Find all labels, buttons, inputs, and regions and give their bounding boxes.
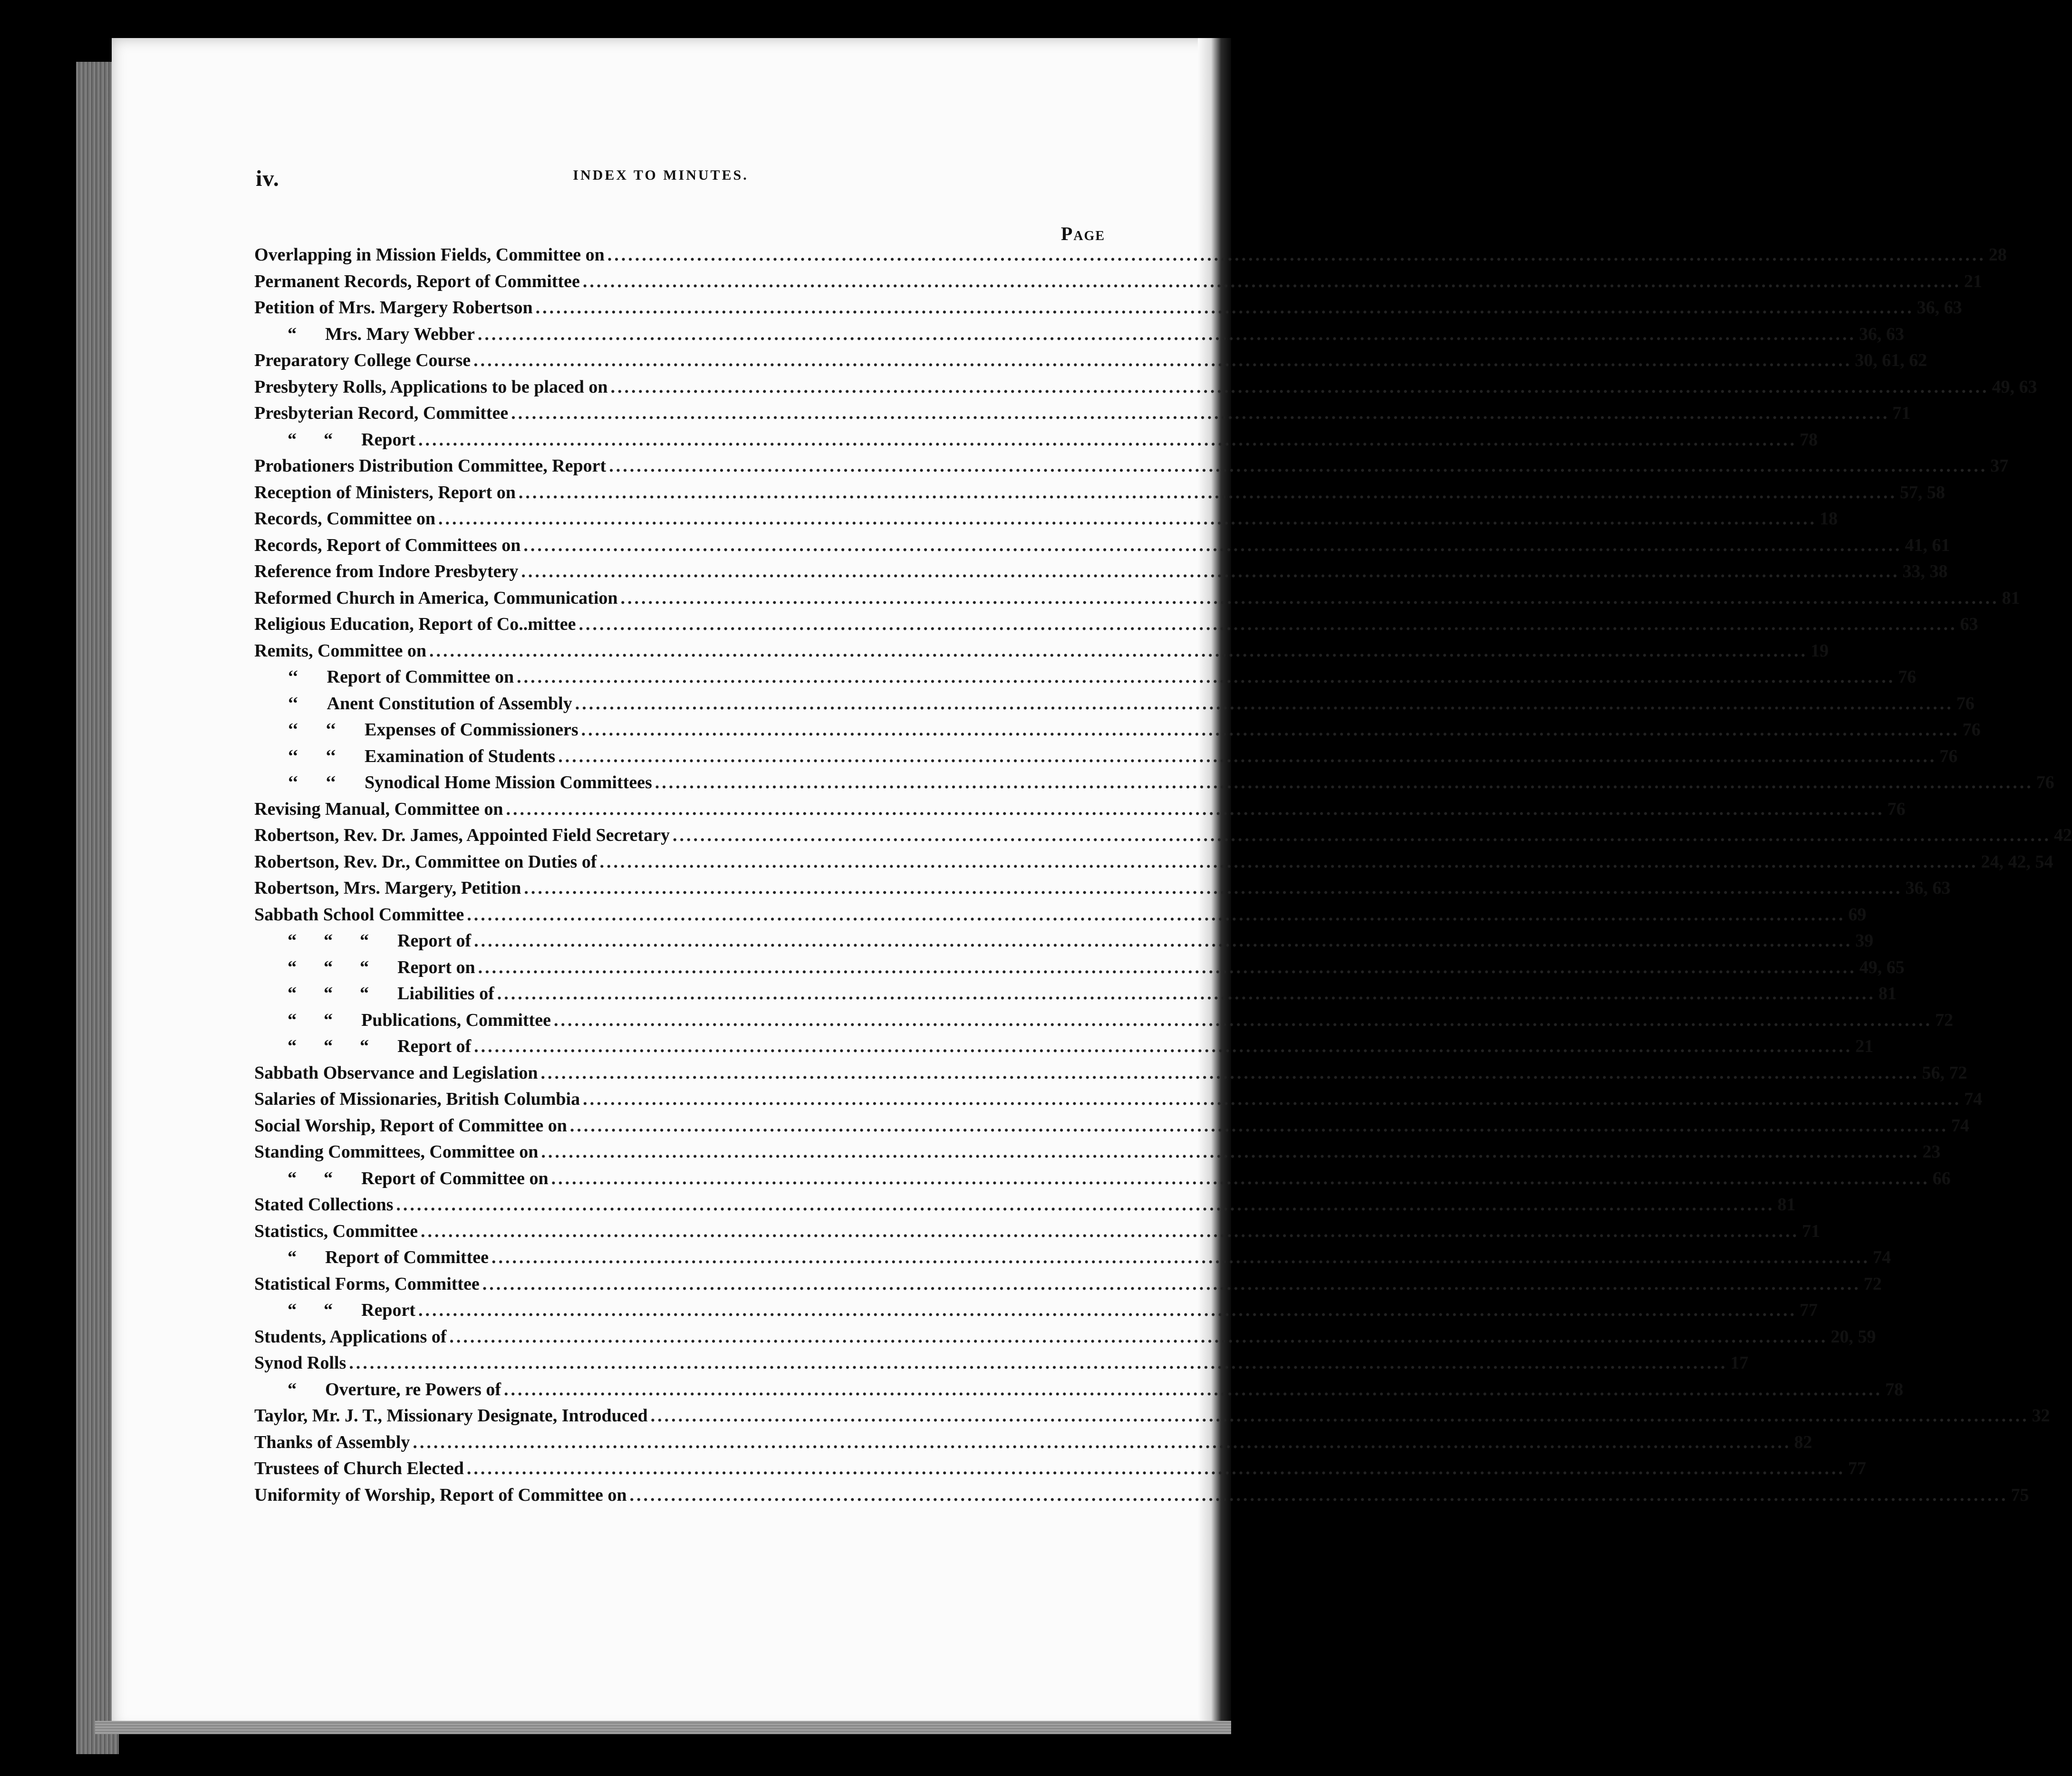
- index-entry-text: Report of Committee on: [327, 667, 514, 687]
- index-entry: [254, 1168, 1951, 1195]
- index-entry-text: Anent Constitution of Assembly: [327, 693, 572, 714]
- index-entry-pages: 56, 72: [1922, 1062, 1967, 1083]
- index-entry-pages: 76: [2036, 772, 2054, 792]
- index-entry-text: Standing Committees, Committee on: [254, 1142, 539, 1162]
- index-entry: [254, 1485, 2029, 1511]
- index-entry-heading: [254, 825, 670, 846]
- leader-dots: ........................................................................................................................................................................................................: [575, 693, 1954, 714]
- page-bottom-edge: [95, 1721, 1231, 1734]
- index-entry-heading: [254, 324, 475, 345]
- index-entry: [254, 1247, 1891, 1274]
- index-entry-text: Probationers Distribution Committee, Report: [254, 456, 607, 476]
- leader-dots: ........................................................................................................................................................................................................: [523, 535, 1902, 555]
- leader-dots: ........................................................................................................................................................................................................: [477, 324, 1856, 344]
- index-entry: [254, 324, 1904, 350]
- index-entry-pages: 72: [1863, 1274, 1882, 1294]
- index-entry-heading: [254, 614, 576, 635]
- leader-dots: ........................................................................................................................................................................................................: [506, 799, 1885, 819]
- index-entry-heading: [254, 1326, 446, 1347]
- index-entry: [254, 455, 2009, 482]
- index-entry: [254, 983, 1897, 1010]
- ditto-mark: “ “ “: [288, 984, 369, 1004]
- index-entry-heading: [254, 244, 605, 265]
- index-entry: [254, 1221, 1821, 1247]
- leader-dots: ........................................................................................................................................................................................................: [467, 904, 1846, 925]
- ditto-mark: ‘‘ ‘‘: [288, 746, 336, 766]
- leader-dots: ........................................................................................................................................................................................................: [517, 667, 1896, 687]
- index-entry-pages: 20, 59: [1831, 1326, 1876, 1347]
- index-entry-heading: [254, 271, 580, 292]
- index-entry-pages: 36, 63: [1905, 878, 1951, 898]
- ditto-mark: “ “: [288, 1300, 333, 1320]
- index-entry-pages: 76: [1898, 667, 1917, 687]
- index-entry-pages: 23: [1922, 1142, 1941, 1162]
- index-entry-pages: 28: [1988, 245, 2007, 265]
- index-entry: [254, 772, 2054, 799]
- index-entry-heading: [254, 1300, 415, 1321]
- index-entry-text: Sabbath School Committee: [254, 904, 464, 925]
- index-entry-pages: 17: [1730, 1353, 1749, 1373]
- ditto-mark: ‘‘: [288, 693, 299, 714]
- index-entry-pages: 82: [1794, 1432, 1812, 1452]
- index-entry-text: Reformed Church in America, Communication: [254, 588, 618, 608]
- index-entry-heading: [254, 640, 426, 661]
- index-entry-pages: 76: [1887, 799, 1906, 819]
- index-entry-text: Report of: [397, 931, 472, 951]
- index-entry: [254, 1405, 2050, 1432]
- ditto-mark: ‘‘ ‘‘: [288, 772, 336, 792]
- index-entry: [254, 693, 1975, 720]
- index-entry-text: Stated Collections: [254, 1195, 394, 1215]
- leader-dots: ........................................................................................................................................................................................................: [511, 403, 1890, 423]
- leader-dots: ........................................................................................................................................................................................................: [518, 482, 1897, 502]
- index-entry: [254, 1458, 1866, 1485]
- index-entry-text: Overlapping in Mission Fields, Committee on: [254, 245, 605, 265]
- index-entry: [254, 878, 1951, 904]
- index-entry: [254, 1194, 1796, 1221]
- leader-dots: ........................................................................................................................................................................................................: [672, 825, 2051, 845]
- index-entry-pages: 74: [1872, 1247, 1891, 1267]
- index-entry-pages: 81: [2002, 588, 2020, 608]
- index-entry-text: Presbyterian Record, Committee: [254, 403, 509, 423]
- index-entry: [254, 403, 1911, 429]
- index-entry-heading: [254, 429, 415, 450]
- index-entry: [254, 666, 1917, 693]
- index-entry-pages: 19: [1810, 640, 1829, 661]
- index-entry-text: Robertson, Mrs. Margery, Petition: [254, 878, 521, 898]
- index-entry-text: Salaries of Missionaries, British Columbia: [254, 1089, 580, 1109]
- ditto-mark: “ “ “: [288, 1036, 369, 1056]
- ditto-mark: “: [288, 1247, 297, 1267]
- index-entry-heading: [254, 1115, 567, 1136]
- index-entry: [254, 957, 1905, 984]
- index-entry-heading: [254, 350, 471, 371]
- index-entry-heading: [254, 930, 471, 951]
- page-folio: iv.: [256, 166, 279, 191]
- leader-dots: ........................................................................................................................................................................................................: [620, 588, 1999, 608]
- index-entry-heading: [254, 719, 578, 740]
- index-entry-pages: 77: [1799, 1300, 1818, 1320]
- leader-dots: ........................................................................................................................................................................................................: [474, 1036, 1853, 1056]
- page-column-label: Page: [1060, 223, 1105, 244]
- ditto-mark: “ “: [288, 1010, 333, 1030]
- index-entry: [254, 297, 1962, 324]
- index-entry-text: Mrs. Mary Webber: [325, 324, 475, 344]
- index-entry-pages: 74: [1964, 1089, 1983, 1109]
- index-entry-pages: 76: [1939, 746, 1958, 766]
- index-entry-text: Robertson, Rev. Dr. James, Appointed Field Secretary: [254, 825, 670, 845]
- index-entry: [254, 640, 1829, 667]
- index-entry-heading: [254, 508, 435, 529]
- index-entry: [254, 1010, 1953, 1036]
- index-entry-text: Students, Applications of: [254, 1326, 447, 1347]
- index-entry: [254, 350, 1927, 376]
- leader-dots: ........................................................................................................................................................................................................: [478, 957, 1857, 977]
- leader-dots: ........................................................................................................................................................................................................: [418, 429, 1797, 450]
- index-entry-text: Preparatory College Course: [254, 350, 471, 370]
- index-entry-heading: [254, 1168, 549, 1189]
- index-entry: [254, 904, 1867, 931]
- index-entries: [254, 244, 2072, 1511]
- index-entry-pages: 49, 63: [1992, 376, 2037, 397]
- index-entry-heading: [254, 983, 494, 1004]
- index-entry-heading: [254, 1010, 551, 1031]
- index-entry-heading: [254, 1379, 501, 1400]
- index-entry-text: Overture, re Powers of: [325, 1379, 501, 1400]
- ditto-mark: ‘‘ ‘‘: [288, 720, 336, 740]
- index-entry-heading: [254, 746, 555, 767]
- index-entry-text: Uniformity of Worship, Report of Committee on: [254, 1485, 627, 1505]
- index-entry-text: Report of Committee: [325, 1247, 489, 1267]
- index-entry: [254, 1115, 1969, 1142]
- index-entry-pages: 74: [1951, 1115, 1969, 1136]
- index-entry: [254, 614, 1978, 640]
- leader-dots: ........................................................................................................................................................................................................: [413, 1432, 1792, 1452]
- index-entry-pages: 32: [2032, 1406, 2050, 1426]
- index-entry-text: Statistical Forms, Committee: [254, 1274, 480, 1294]
- index-entry-heading: [254, 561, 518, 582]
- index-entry-pages: 72: [1935, 1010, 1953, 1030]
- index-entry-text: Thanks of Assembly: [254, 1432, 410, 1452]
- index-entry-heading: [254, 799, 503, 820]
- index-entry-pages: 21: [1855, 1036, 1874, 1056]
- ditto-mark: “ “: [288, 1168, 333, 1188]
- index-entry-text: Synodical Home Mission Committees: [364, 772, 652, 792]
- index-entry-text: Expenses of Commissioners: [364, 720, 578, 740]
- leader-dots: ........................................................................................................................................................................................................: [551, 1168, 1930, 1188]
- leader-dots: ........................................................................................................................................................................................................: [466, 1458, 1845, 1478]
- index-entry: [254, 799, 1906, 825]
- index-entry-pages: 71: [1892, 403, 1911, 423]
- index-entry-heading: [254, 1432, 410, 1453]
- index-entry: [254, 561, 1948, 588]
- index-entry-text: Petition of Mrs. Margery Robertson: [254, 298, 533, 318]
- leader-dots: ........................................................................................................................................................................................................: [578, 614, 1957, 634]
- index-entry-text: Examination of Students: [364, 746, 556, 766]
- index-entry-heading: [254, 1141, 538, 1162]
- index-entry-heading: [254, 851, 597, 872]
- index-entry-heading: [254, 376, 608, 397]
- index-entry-pages: 42: [2053, 825, 2072, 845]
- index-entry-text: Presbytery Rolls, Applications to be placed on: [254, 376, 608, 397]
- index-entry: [254, 1089, 1983, 1115]
- index-entry-pages: 24, 42, 54: [1981, 851, 2053, 872]
- index-entry-text: Sabbath Observance and Legislation: [254, 1062, 538, 1083]
- leader-dots: ........................................................................................................................................................................................................: [449, 1326, 1828, 1347]
- ditto-mark: “: [288, 324, 297, 344]
- index-entry-pages: 41, 61: [1905, 535, 1950, 555]
- leader-dots: ........................................................................................................................................................................................................: [655, 772, 2033, 792]
- leader-dots: ........................................................................................................................................................................................................: [629, 1485, 2008, 1505]
- index-entry-pages: 63: [1960, 614, 1978, 634]
- index-entry-pages: 66: [1932, 1168, 1951, 1188]
- index-entry-text: Publications, Committee: [361, 1010, 551, 1030]
- index-entry-text: Report: [361, 429, 415, 450]
- index-entry-heading: [254, 403, 508, 424]
- index-entry: [254, 825, 2072, 851]
- index-entry-pages: 18: [1819, 509, 1838, 529]
- index-entry-pages: 49, 65: [1859, 957, 1905, 977]
- index-entry: [254, 1274, 1882, 1300]
- index-entry-heading: [254, 297, 533, 318]
- leader-dots: ........................................................................................................................................................................................................: [607, 245, 1986, 265]
- leader-dots: ........................................................................................................................................................................................................: [582, 271, 1961, 291]
- index-entry-text: Robertson, Rev. Dr., Committee on Duties of: [254, 851, 597, 872]
- index-entry-text: Records, Committee on: [254, 509, 435, 529]
- index-entry: [254, 1062, 1967, 1089]
- index-entry-pages: 81: [1777, 1195, 1796, 1215]
- index-entry-heading: [254, 1221, 418, 1242]
- index-entry-pages: 33, 38: [1902, 561, 1948, 581]
- index-entry-text: Permanent Records, Report of Committee: [254, 271, 580, 291]
- index-entry-pages: 57, 58: [1899, 482, 1945, 502]
- index-entry-text: Reference from Indore Presbytery: [254, 561, 519, 581]
- leader-dots: ........................................................................................................................................................................................................: [541, 1142, 1920, 1162]
- index-entry: [254, 1141, 1941, 1168]
- leader-dots: ........................................................................................................................................................................................................: [396, 1195, 1775, 1215]
- ditto-mark: “ “: [288, 429, 333, 450]
- index-entry-heading: [254, 455, 606, 476]
- leader-dots: ........................................................................................................................................................................................................: [569, 1115, 1948, 1136]
- index-entry-text: Report of: [397, 1036, 472, 1056]
- index-entry: [254, 588, 2020, 614]
- index-entry-heading: [254, 666, 514, 687]
- index-entry-pages: 36, 63: [1859, 324, 1904, 344]
- index-entry-heading: [254, 772, 652, 793]
- leader-dots: ........................................................................................................................................................................................................: [521, 561, 1900, 581]
- index-entry: [254, 1326, 1876, 1353]
- index-entry-text: Revising Manual, Committee on: [254, 799, 503, 819]
- index-entry-heading: [254, 535, 520, 556]
- index-entry-pages: 21: [1964, 271, 1982, 291]
- index-entry-pages: 69: [1848, 904, 1867, 925]
- leader-dots: ........................................................................................................................................................................................................: [599, 851, 1978, 872]
- leader-dots: ........................................................................................................................................................................................................: [421, 1221, 1800, 1241]
- index-entry-heading: [254, 1062, 538, 1083]
- index-entry-text: Report of Committee on: [361, 1168, 549, 1188]
- index-entry-pages: 77: [1848, 1458, 1866, 1478]
- index-entry: [254, 429, 1818, 456]
- index-entry-pages: 81: [1878, 984, 1897, 1004]
- index-entry-heading: [254, 1352, 346, 1373]
- index-entry: [254, 376, 2037, 403]
- ditto-mark: “ “ “: [288, 931, 369, 951]
- index-entry-text: Social Worship, Report of Committee on: [254, 1115, 567, 1136]
- index-entry: [254, 271, 1982, 298]
- index-entry-pages: 76: [1956, 693, 1975, 714]
- leader-dots: ........................................................................................................................................................................................................: [524, 878, 1903, 898]
- leader-dots: ........................................................................................................................................................................................................: [540, 1062, 1919, 1083]
- leader-dots: ........................................................................................................................................................................................................: [429, 640, 1808, 661]
- leader-dots: ........................................................................................................................................................................................................: [482, 1274, 1861, 1294]
- index-entry-heading: [254, 1036, 471, 1057]
- index-entry-text: Remits, Committee on: [254, 640, 426, 661]
- index-entry-pages: 30, 61, 62: [1855, 350, 1927, 370]
- index-entry: [254, 719, 1981, 746]
- index-entry-text: Reception of Ministers, Report on: [254, 482, 516, 502]
- leader-dots: ........................................................................................................................................................................................................: [474, 931, 1853, 951]
- index-entry-heading: [254, 693, 572, 714]
- index-entry-text: Synod Rolls: [254, 1353, 347, 1373]
- index-entry-pages: 71: [1802, 1221, 1821, 1241]
- index-entry: [254, 1300, 1818, 1326]
- index-entry-pages: 37: [1990, 456, 2009, 476]
- leader-dots: ........................................................................................................................................................................................................: [553, 1010, 1932, 1030]
- ditto-mark: “: [288, 1379, 297, 1400]
- leader-dots: ........................................................................................................................................................................................................: [583, 1089, 1962, 1109]
- index-entry-pages: 39: [1855, 931, 1874, 951]
- index-entry-text: Report: [361, 1300, 415, 1320]
- leader-dots: ........................................................................................................................................................................................................: [349, 1353, 1728, 1373]
- index-entry-pages: 75: [2011, 1485, 2029, 1505]
- leader-dots: ........................................................................................................................................................................................................: [535, 298, 1914, 318]
- leader-dots: ........................................................................................................................................................................................................: [491, 1247, 1870, 1267]
- index-entry-heading: [254, 588, 618, 608]
- running-head: INDEX TO MINUTES.: [573, 167, 749, 183]
- leader-dots: ........................................................................................................................................................................................................: [581, 720, 1960, 740]
- index-entry-pages: 36, 63: [1917, 298, 1962, 318]
- index-entry-heading: [254, 1194, 393, 1215]
- index-entry-text: Records, Report of Committees on: [254, 535, 521, 555]
- ditto-mark: “ “ “: [288, 957, 369, 977]
- index-entry-heading: [254, 1485, 626, 1506]
- index-entry-heading: [254, 878, 521, 898]
- index-entry-text: Religious Education, Report of Co..mittee: [254, 614, 576, 634]
- leader-dots: ........................................................................................................................................................................................................: [504, 1379, 1882, 1400]
- index-entry-heading: [254, 1405, 648, 1426]
- index-entry: [254, 746, 1958, 772]
- index-entry: [254, 1352, 1749, 1379]
- leader-dots: ........................................................................................................................................................................................................: [473, 350, 1852, 370]
- index-entry: [254, 244, 2007, 271]
- index-entry-heading: [254, 482, 516, 503]
- index-entry: [254, 508, 1838, 535]
- index-entry: [254, 1036, 1874, 1062]
- index-entry: [254, 482, 1945, 509]
- index-entry-text: Liabilities of: [397, 984, 494, 1004]
- leader-dots: ........................................................................................................................................................................................................: [497, 984, 1876, 1004]
- leader-dots: ........................................................................................................................................................................................................: [650, 1406, 2029, 1426]
- index-entry: [254, 1432, 1812, 1458]
- index-entry: [254, 930, 1874, 957]
- leader-dots: ........................................................................................................................................................................................................: [438, 509, 1817, 529]
- index-entry-pages: 76: [1962, 720, 1981, 740]
- index-entry-text: Taylor, Mr. J. T., Missionary Designate, Introduced: [254, 1406, 648, 1426]
- index-entry: [254, 535, 1950, 561]
- index-entry-heading: [254, 1458, 464, 1479]
- index-entry-heading: [254, 1274, 480, 1294]
- ditto-mark: ‘‘: [288, 667, 299, 687]
- leader-dots: ........................................................................................................................................................................................................: [418, 1300, 1797, 1320]
- index-entry-heading: [254, 957, 475, 978]
- index-entry: [254, 851, 2053, 878]
- index-entry-heading: [254, 1089, 580, 1110]
- index-entry-text: Statistics, Committee: [254, 1221, 418, 1241]
- index-entry-text: Trustees of Church Elected: [254, 1458, 464, 1478]
- index-entry-heading: [254, 1247, 489, 1268]
- leader-dots: ........................................................................................................................................................................................................: [558, 746, 1937, 766]
- index-entry-pages: 78: [1885, 1379, 1903, 1400]
- index-entry: [254, 1379, 1903, 1406]
- leader-dots: ........................................................................................................................................................................................................: [609, 456, 1988, 476]
- index-entry-pages: 78: [1799, 429, 1818, 450]
- index-entry-text: Report on: [397, 957, 475, 977]
- index-entry-heading: [254, 904, 464, 925]
- leader-dots: ........................................................................................................................................................................................................: [610, 376, 1989, 397]
